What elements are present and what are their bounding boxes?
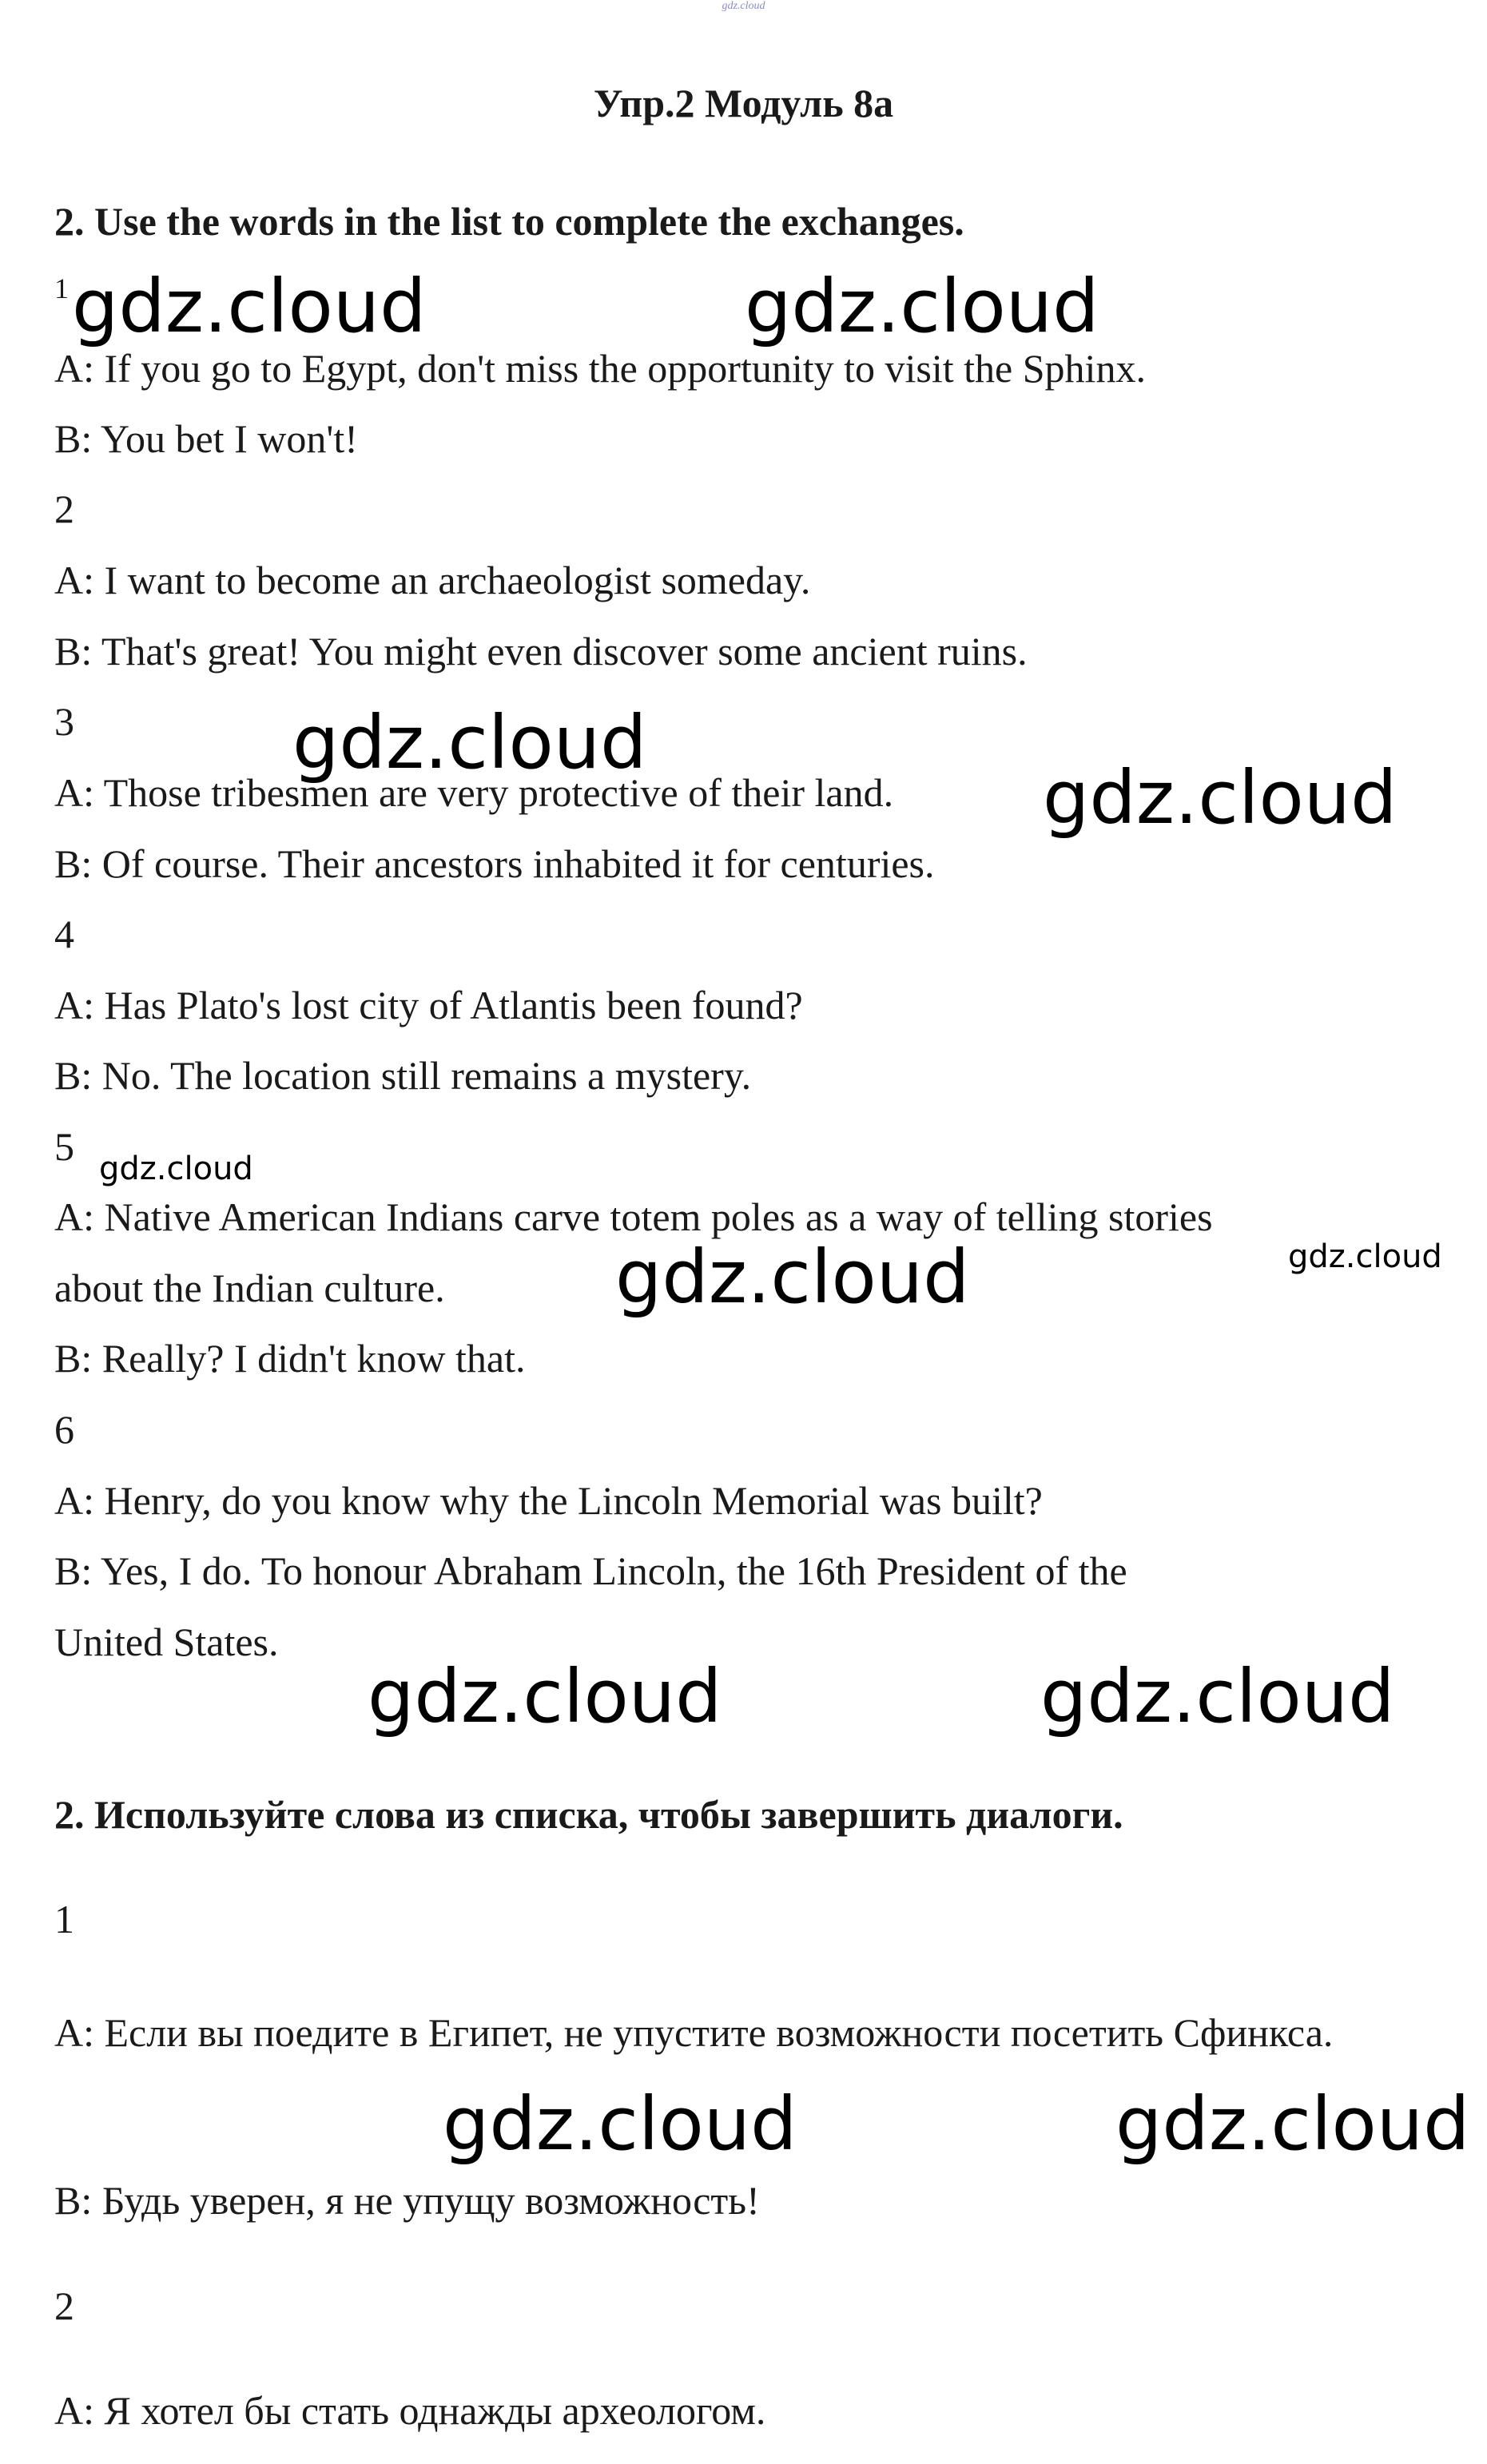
ru-item-1-line-a: А: Если вы поедите в Египет, не упустите возможности посетить Сфинкса. (54, 2010, 1334, 2055)
page-title: Упр.2 Модуль 8а (593, 81, 894, 125)
item-2-line-b: B: That's great! You might even discover some ancient ruins. (54, 629, 1028, 674)
russian-heading: 2. Используйте слова из списка, чтобы завершить диалоги. (54, 1792, 1123, 1837)
watermark: gdz.cloud (368, 1654, 722, 1739)
english-heading: 2. Use the words in the list to complete the exchanges. (54, 199, 964, 244)
watermark: gdz.cloud (745, 264, 1099, 349)
item-5-line-b: B: Really? I didn't know that. (54, 1336, 526, 1381)
watermark: gdz.cloud (443, 2081, 797, 2167)
item-4-line-b: B: No. The location still remains a mystery. (54, 1053, 752, 1098)
item-5-line-a1: A: Native American Indians carve totem poles as a way of telling stories (54, 1194, 1213, 1239)
item-5-line-a2: about the Indian culture. (54, 1266, 445, 1310)
watermark: gdz.cloud (615, 1234, 970, 1320)
watermark: gdz.cloud (72, 264, 427, 349)
watermark: gdz.cloud (1043, 755, 1398, 841)
item-number: 5 (54, 1124, 74, 1169)
watermark: gdz.cloud (292, 700, 647, 785)
item-6-line-b1: B: Yes, I do. To honour Abraham Lincoln, the 16th President of the (54, 1548, 1127, 1593)
watermark: gdz.cloud (1040, 1654, 1395, 1739)
ru-item-1-line-b: В: Будь уверен, я не упущу возможность! (54, 2178, 760, 2223)
item-number: 2 (54, 2283, 74, 2328)
item-3-line-a: A: Those tribesmen are very protective of their land. (54, 770, 894, 815)
top-watermark: gdz.cloud (722, 0, 765, 12)
watermark: gdz.cloud (99, 1151, 253, 1187)
item-number: 1 (54, 272, 69, 304)
item-4-line-a: A: Has Plato's lost city of Atlantis been found? (54, 983, 803, 1027)
item-1-line-a: A: If you go to Egypt, don't miss the opportunity to visit the Sphinx. (54, 346, 1146, 391)
watermark: gdz.cloud (1288, 1238, 1442, 1275)
item-1-line-b: B: You bet I won't! (54, 416, 358, 461)
item-6-line-a: A: Henry, do you know why the Lincoln Memorial was built? (54, 1478, 1043, 1523)
item-3-line-b: B: Of course. Their ancestors inhabited it for centuries. (54, 841, 935, 886)
item-2-line-a: A: I want to become an archaeologist someday. (54, 558, 811, 602)
item-number: 6 (54, 1407, 74, 1452)
item-number: 1 (54, 1897, 74, 1941)
item-6-line-b2: United States. (54, 1619, 279, 1664)
item-number: 3 (54, 699, 74, 744)
ru-item-2-line-a: А: Я хотел бы стать однажды археологом. (54, 2388, 766, 2433)
item-number: 2 (54, 487, 74, 531)
watermark: gdz.cloud (1115, 2081, 1470, 2167)
item-number: 4 (54, 912, 74, 956)
